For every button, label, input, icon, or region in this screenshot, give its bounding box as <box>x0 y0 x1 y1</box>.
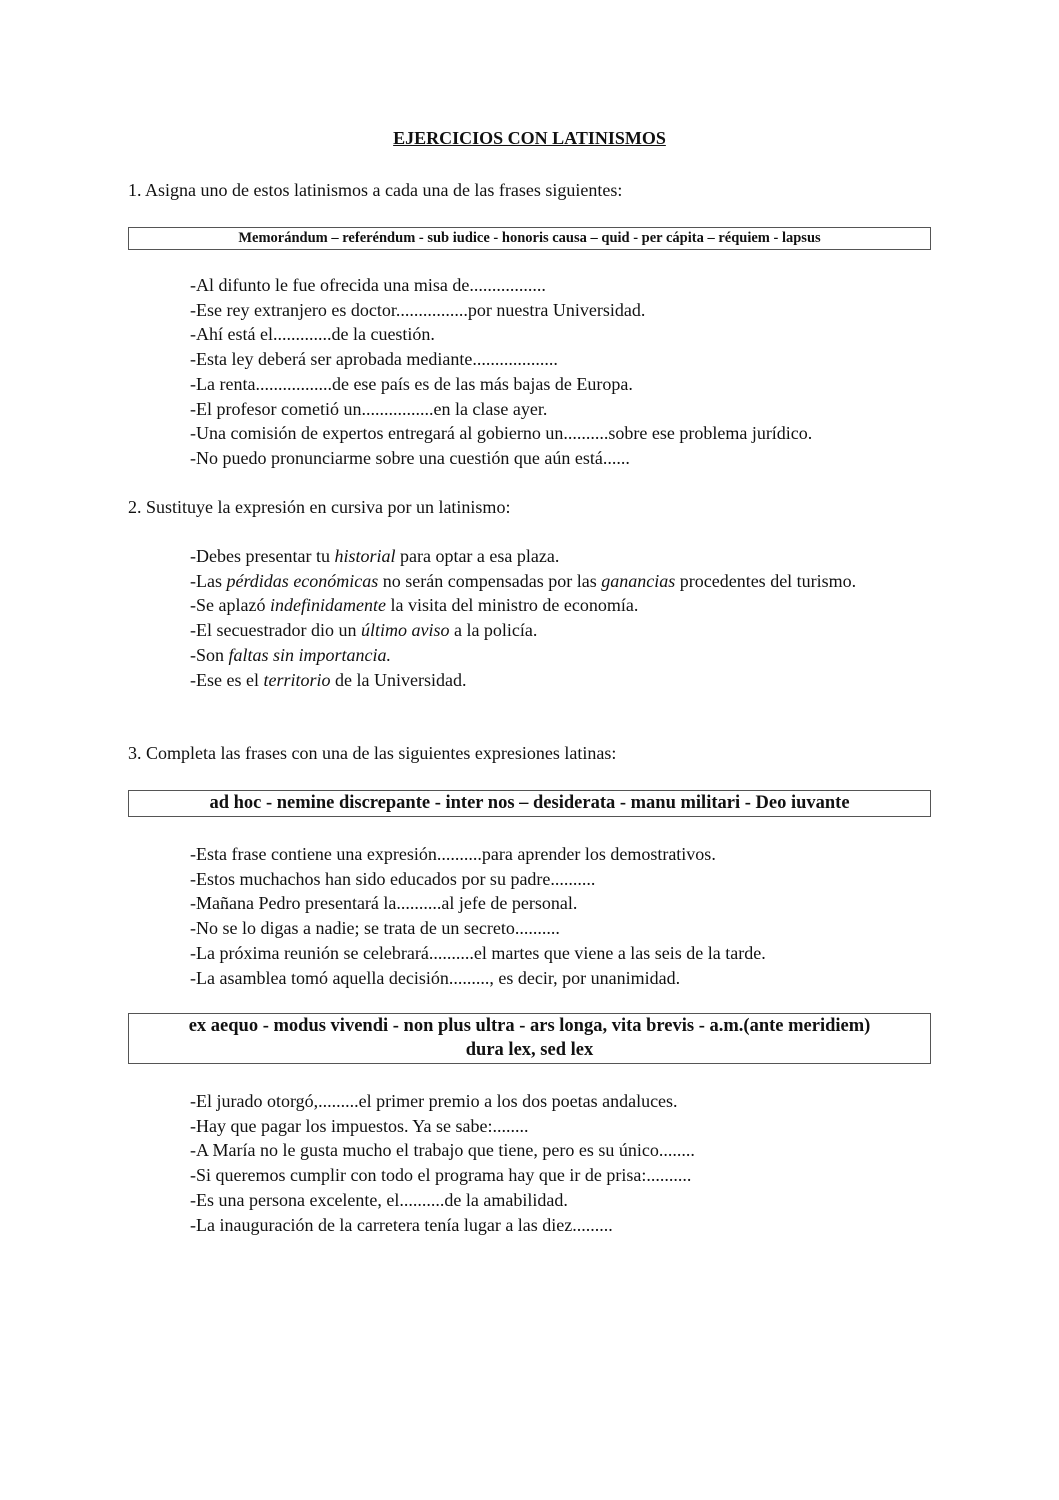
word-box-line: dura lex, sed lex <box>465 1040 594 1060</box>
text: -Son <box>190 644 229 665</box>
sentence: -La asamblea tomó aquella decisión........., es decir, por unanimidad. <box>190 967 681 988</box>
italic-expression: ganancias <box>601 570 676 591</box>
italic-expression: faltas sin importancia. <box>228 644 392 665</box>
sentence: -A María no le gusta mucho el trabajo que tiene, pero es su único........ <box>190 1140 695 1161</box>
text: de la Universidad. <box>330 669 467 690</box>
sentence: -Ahí está el.............de la cuestión. <box>190 324 435 345</box>
sentence: -Una comisión de expertos entregará al gobierno un..........sobre ese problema jurídico. <box>190 423 813 444</box>
italic-expression: territorio <box>263 669 331 690</box>
exercise-3-word-box-1: ad hoc - nemine discrepante - inter nos – desiderata - manu militari - Deo iuvante <box>128 790 931 817</box>
sentence: -La inauguración de la carretera tenía lugar a las diez......... <box>190 1214 613 1235</box>
text: procedentes del turismo. <box>675 570 857 591</box>
word-box-line: ex aequo - modus vivendi - non plus ultra - ars longa, vita brevis - a.m.(ante meridiem) <box>188 1016 871 1036</box>
sentence <box>128 593 931 618</box>
sentence <box>128 643 931 668</box>
text: para optar a esa plaza. <box>395 546 560 566</box>
sentence: -No se lo digas a nadie; se trata de un secreto.......... <box>190 918 560 939</box>
sentence: -La próxima reunión se celebrará..........el martes que viene a las seis de la tarde. <box>190 942 766 963</box>
exercise-3-sentences-2 <box>128 1089 931 1237</box>
exercise-3-sentences-1 <box>128 842 931 990</box>
sentence <box>128 618 931 643</box>
exercise-2-sentences <box>128 544 931 692</box>
text: a la policía. <box>449 620 538 641</box>
sentence <box>128 668 931 693</box>
exercise-3-word-box-2 <box>128 1013 931 1064</box>
exercise-1-sentences <box>128 273 931 471</box>
page-title: EJERCICIOS CON LATINISMOS <box>393 128 666 148</box>
text: la visita del ministro de economía. <box>385 595 639 616</box>
text: -Las <box>190 570 227 591</box>
text: -El secuestrador dio un <box>190 620 361 641</box>
sentence: -El profesor cometió un................en la clase ayer. <box>190 398 548 419</box>
sentence: -Esta ley deberá ser aprobada mediante................... <box>190 349 558 370</box>
italic-expression: pérdidas económicas <box>226 570 379 591</box>
text: -Se aplazó <box>190 595 270 616</box>
sentence: -La renta.................de ese país es de las más bajas de Europa. <box>190 373 633 394</box>
sentence: -Al difunto le fue ofrecida una misa de................. <box>190 275 546 295</box>
sentence: -Ese rey extranjero es doctor................por nuestra Universidad. <box>190 299 646 320</box>
sentence: -No puedo pronunciarme sobre una cuestión que aún está...... <box>190 447 630 468</box>
exercise-1-heading: 1. Asigna uno de estos latinismos a cada una de las frases siguientes: <box>128 180 623 200</box>
sentence <box>128 544 931 569</box>
sentence: -El jurado otorgó,.........el primer premio a los dos poetas andaluces. <box>190 1091 678 1111</box>
text: -Debes presentar tu <box>190 546 335 566</box>
sentence: -Es una persona excelente, el..........de la amabilidad. <box>190 1189 568 1210</box>
sentence: -Esta frase contiene una expresión..........para aprender los demostrativos. <box>190 844 716 864</box>
exercise-1-word-box: Memorándum – referéndum - sub iudice - honoris causa – quid - per cápita – réquiem - lapsus <box>128 227 931 250</box>
sentence: -Hay que pagar los impuestos. Ya se sabe:........ <box>190 1115 529 1136</box>
sentence: -Mañana Pedro presentará la..........al jefe de personal. <box>190 893 578 914</box>
text: -Ese es el <box>190 669 264 690</box>
exercise-3-heading: 3. Completa las frases con una de las siguientes expresiones latinas: <box>128 743 617 763</box>
italic-expression: historial <box>334 546 396 566</box>
italic-expression: indefinidamente <box>269 595 386 616</box>
sentence: -Estos muchachos han sido educados por su padre.......... <box>190 868 596 889</box>
sentence <box>128 569 931 594</box>
sentence: -Si queremos cumplir con todo el programa hay que ir de prisa:.......... <box>190 1165 692 1186</box>
italic-expression: último aviso <box>360 620 450 641</box>
exercise-2-heading: 2. Sustituye la expresión en cursiva por un latinismo: <box>128 497 511 517</box>
text: no serán compensadas por las <box>378 570 602 591</box>
